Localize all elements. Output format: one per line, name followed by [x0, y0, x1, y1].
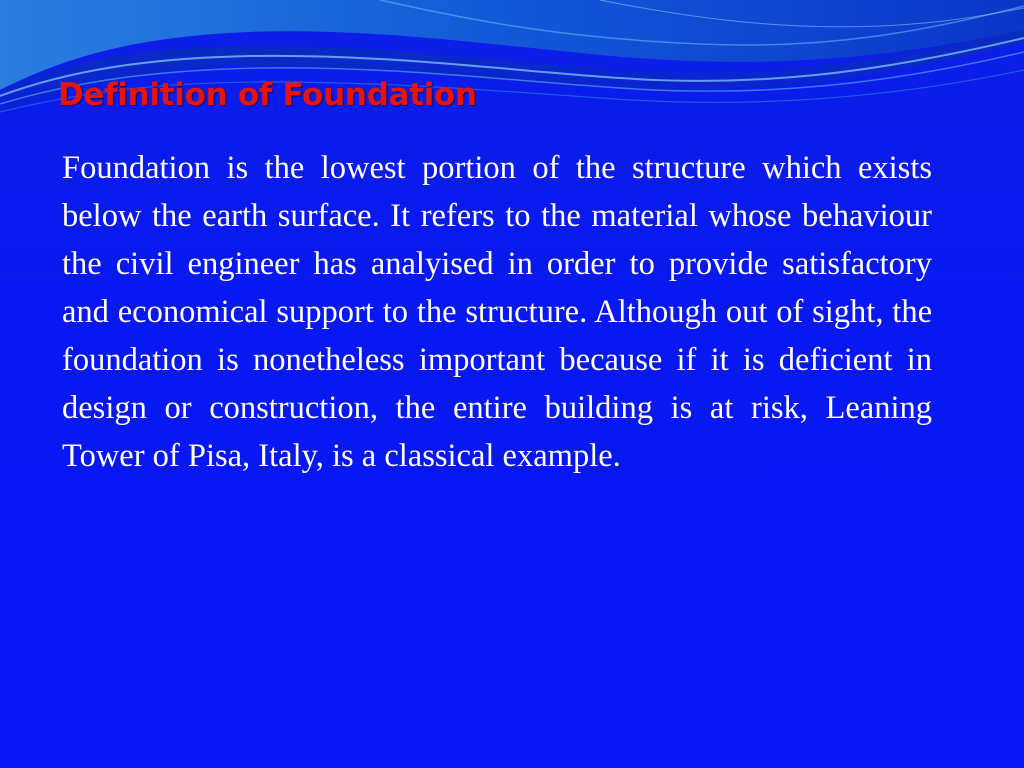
- wave-header-decoration: [0, 0, 1024, 140]
- slide-title: Definition of Foundation: [58, 77, 477, 113]
- slide-body-text: Foundation is the lowest portion of the structure which exists below the earth surface. It refers to the material whose behaviour the civil engineer has analyised in order to provide satisfactory and economical support to the structure. Although out of sight, the foundation is nonetheless important because if it is deficient in design or construction, the entire building is at risk, Leaning Tower of Pisa, Italy, is a classical example.: [62, 150, 932, 474]
